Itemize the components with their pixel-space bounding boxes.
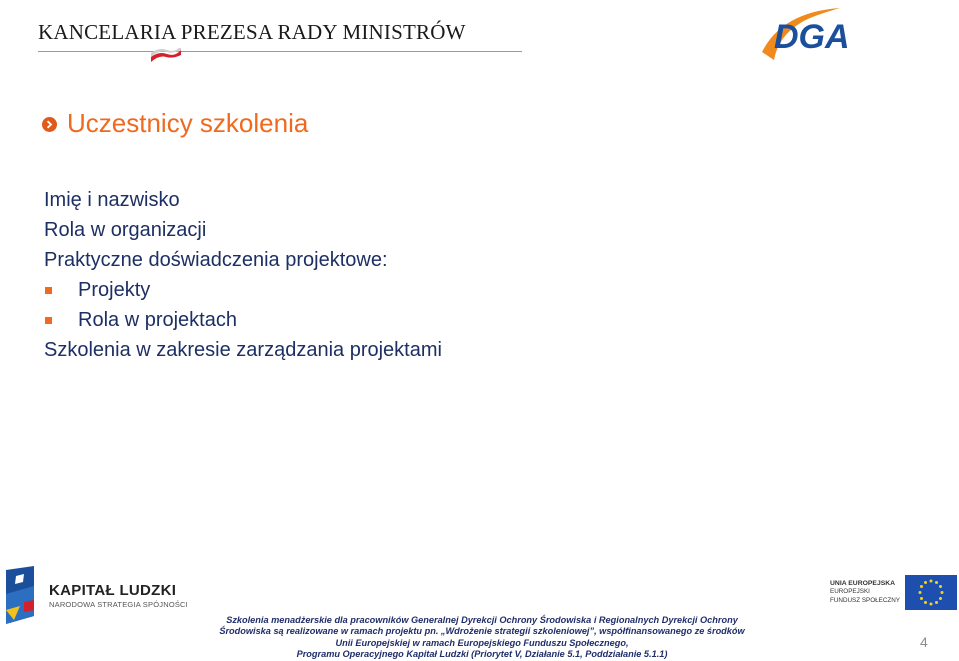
- kapital-ludzki-logo: [49, 582, 188, 609]
- funding-note-line: Środowiska są realizowane w ramach projektu pn. „Wdrożenie strategii szkoleniowej”, współfinansowanego ze środków: [219, 626, 745, 637]
- body-line-name: Imię i nazwisko: [44, 189, 180, 211]
- body-line-training: Szkolenia w zakresie zarządzania projektami: [44, 339, 442, 361]
- dga-logo-text: DGA: [774, 18, 850, 56]
- sub-bullet-label: Projekty: [78, 279, 151, 301]
- funding-note-line: Szkolenia menadżerskie dla pracowników Generalnej Dyrekcji Ochrony Środowiska i Regionalnych Dyrekcji Ochrony: [226, 615, 738, 625]
- eu-line: EUROPEJSKI: [830, 588, 870, 596]
- eu-line: UNIA EUROPEJSKA: [830, 580, 896, 587]
- body-line-experience: Praktyczne doświadczenia projektowe:: [44, 249, 388, 271]
- chevron-right-icon: [42, 117, 57, 132]
- square-bullet-icon: [45, 317, 52, 324]
- square-bullet-icon: [45, 287, 52, 294]
- kapital-ludzki-subtitle: NARODOWA STRATEGIA SPÓJNOŚCI: [49, 600, 188, 609]
- polish-flag-icon: [149, 48, 183, 64]
- dga-logo: [752, 2, 852, 64]
- slide-body: [44, 185, 442, 365]
- funding-note-line: Unii Europejskiej w ramach Europejskiego Funduszu Społecznego,: [335, 637, 629, 648]
- body-line-role: Rola w organizacji: [44, 219, 207, 241]
- sub-bullet-item: [44, 305, 442, 335]
- header-divider: [38, 51, 522, 52]
- kapital-ludzki-logo-icon: [4, 566, 44, 626]
- sub-bullet-label: Rola w projektach: [78, 309, 237, 331]
- institution-name: KANCELARIA PREZESA RADY MINISTRÓW: [38, 20, 466, 44]
- eu-flag-icon: [905, 575, 957, 610]
- page-number: 4: [920, 634, 928, 650]
- funding-note: [212, 615, 752, 660]
- eu-line: FUNDUSZ SPOŁECZNY: [830, 596, 900, 604]
- slide-title: Uczestnicy szkolenia: [67, 108, 309, 138]
- kapital-ludzki-title: KAPITAŁ LUDZKI: [49, 582, 177, 599]
- funding-note-line: Programu Operacyjnego Kapitał Ludzki (Priorytet V, Działanie 5.1, Poddziałanie 5.1.1): [296, 648, 668, 659]
- eu-fund-label: [830, 580, 900, 605]
- sub-bullet-item: [44, 275, 442, 305]
- slide-title-row: [42, 108, 308, 139]
